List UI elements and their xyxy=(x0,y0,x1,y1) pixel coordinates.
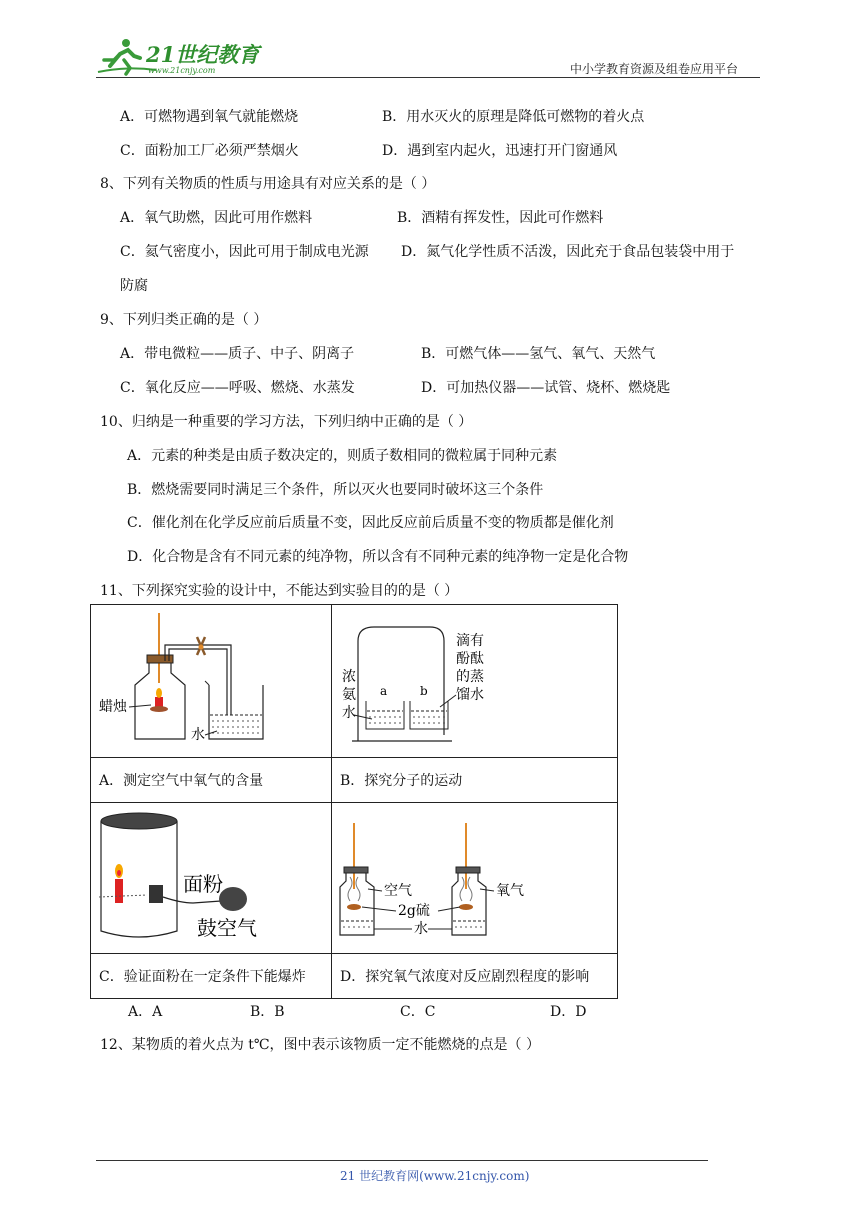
caption-b: B．探究分子的运动 xyxy=(332,758,618,803)
q9-option-c: C．氧化反应——呼吸、燃烧、水蒸发 xyxy=(120,380,355,396)
q8-option-b: B．酒精有挥发性，因此可作燃料 xyxy=(397,210,604,226)
q12-stem: 12、某物质的着火点为 t℃，图中表示该物质一定不能燃烧的点是（ ） xyxy=(100,1037,541,1053)
candle-label: 蜡烛 xyxy=(99,699,127,715)
q7-option-d: D．遇到室内起火，迅速打开门窗通风 xyxy=(382,143,618,159)
phenol-label-line3: 的蒸 xyxy=(456,669,484,685)
q8-option-a: A．氧气助燃，因此可用作燃料 xyxy=(120,210,313,226)
figure-c-cell xyxy=(91,803,332,954)
q7-option-a: A．可燃物遇到氧气就能燃烧 xyxy=(120,109,299,125)
ammonia-label-line3: 水 xyxy=(342,705,356,721)
beaker-b-label: b xyxy=(420,684,428,698)
blow-air-label: 鼓空气 xyxy=(197,916,257,940)
figure-d-apparatus xyxy=(332,803,617,949)
experiment-table xyxy=(90,604,618,999)
figure-d-cell xyxy=(332,803,618,954)
figure-a-apparatus xyxy=(91,605,331,753)
q9-option-a: A．带电微粒——质子、中子、阴离子 xyxy=(120,346,355,362)
figure-c-apparatus xyxy=(91,803,331,949)
caption-a: A．测定空气中氧气的含量 xyxy=(91,758,332,803)
footer-text: 21 世纪教育网(www.21cnjy.com) xyxy=(340,1169,530,1183)
oxygen-label: 氧气 xyxy=(496,883,524,899)
logo-text: 21世纪教育 xyxy=(146,42,260,67)
water-label-d: 水 xyxy=(414,921,428,937)
ammonia-label-line2: 氨 xyxy=(342,687,356,703)
ammonia-label-line1: 浓 xyxy=(342,669,356,685)
platform-name: 中小学教育资源及组卷应用平台 xyxy=(570,62,739,76)
figure-b-cell xyxy=(332,605,618,758)
figure-b-apparatus xyxy=(332,605,617,753)
q9-option-d: D．可加热仪器——试管、烧杯、燃烧匙 xyxy=(421,380,671,396)
q9-stem: 9、下列归类正确的是（ ） xyxy=(100,312,268,328)
q10-option-b: B．燃烧需要同时满足三个条件，所以灭火也要同时破坏这三个条件 xyxy=(127,482,544,498)
q11-answer-a: A．A xyxy=(128,1004,163,1020)
sulfur-label: 2g硫 xyxy=(398,903,430,919)
logo-url-text: www.21cnjy.com xyxy=(148,66,216,75)
footer-rule xyxy=(96,1160,708,1161)
figure-a-cell xyxy=(91,605,332,758)
caption-c: C．验证面粉在一定条件下能爆炸 xyxy=(91,954,332,999)
q8-option-d-continued: 防腐 xyxy=(120,278,148,294)
phenol-label-line2: 酚酞 xyxy=(456,651,484,667)
header-rule xyxy=(96,77,760,78)
air-label: 空气 xyxy=(384,883,412,899)
q7-option-c: C．面粉加工厂必须严禁烟火 xyxy=(120,143,299,159)
q8-stem: 8、下列有关物质的性质与用途具有对应关系的是（ ） xyxy=(100,176,436,192)
q8-option-d: D．氮气化学性质不活泼，因此充于食品包装袋中用于 xyxy=(401,244,735,260)
q11-answer-b: B．B xyxy=(250,1004,285,1020)
site-logo xyxy=(96,36,266,76)
air-bulb-icon xyxy=(219,887,247,911)
clamp-icon xyxy=(197,637,205,655)
phenol-label-line1: 滴有 xyxy=(456,633,484,649)
q7-option-b: B．用水灭火的原理是降低可燃物的着火点 xyxy=(382,109,645,125)
q10-option-d: D．化合物是含有不同元素的纯净物，所以含有不同种元素的纯净物一定是化合物 xyxy=(127,549,629,565)
beaker-a-label: a xyxy=(380,684,388,698)
flour-container-icon xyxy=(149,885,163,903)
flour-label: 面粉 xyxy=(183,872,223,896)
q10-option-c: C．催化剂在化学反应前后质量不变，因此反应前后质量不变的物质都是催化剂 xyxy=(127,515,614,531)
q11-answer-d: D．D xyxy=(550,1004,587,1020)
q9-option-b: B．可燃气体——氢气、氧气、天然气 xyxy=(421,346,656,362)
q8-option-c: C．氦气密度小，因此可用于制成电光源 xyxy=(120,244,369,260)
q11-stem: 11、下列探究实验的设计中，不能达到实验目的的是（ ） xyxy=(100,583,459,599)
caption-d: D．探究氧气浓度对反应剧烈程度的影响 xyxy=(332,954,618,999)
candle-icon-c xyxy=(115,879,123,903)
q11-answer-c: C．C xyxy=(400,1004,436,1020)
q10-option-a: A．元素的种类是由质子数决定的，则质子数相同的微粒属于同种元素 xyxy=(127,448,558,464)
phenol-label-line4: 馏水 xyxy=(456,687,484,703)
water-label-a: 水 xyxy=(191,727,205,743)
q10-stem: 10、归纳是一种重要的学习方法，下列归纳中正确的是（ ） xyxy=(100,414,473,430)
